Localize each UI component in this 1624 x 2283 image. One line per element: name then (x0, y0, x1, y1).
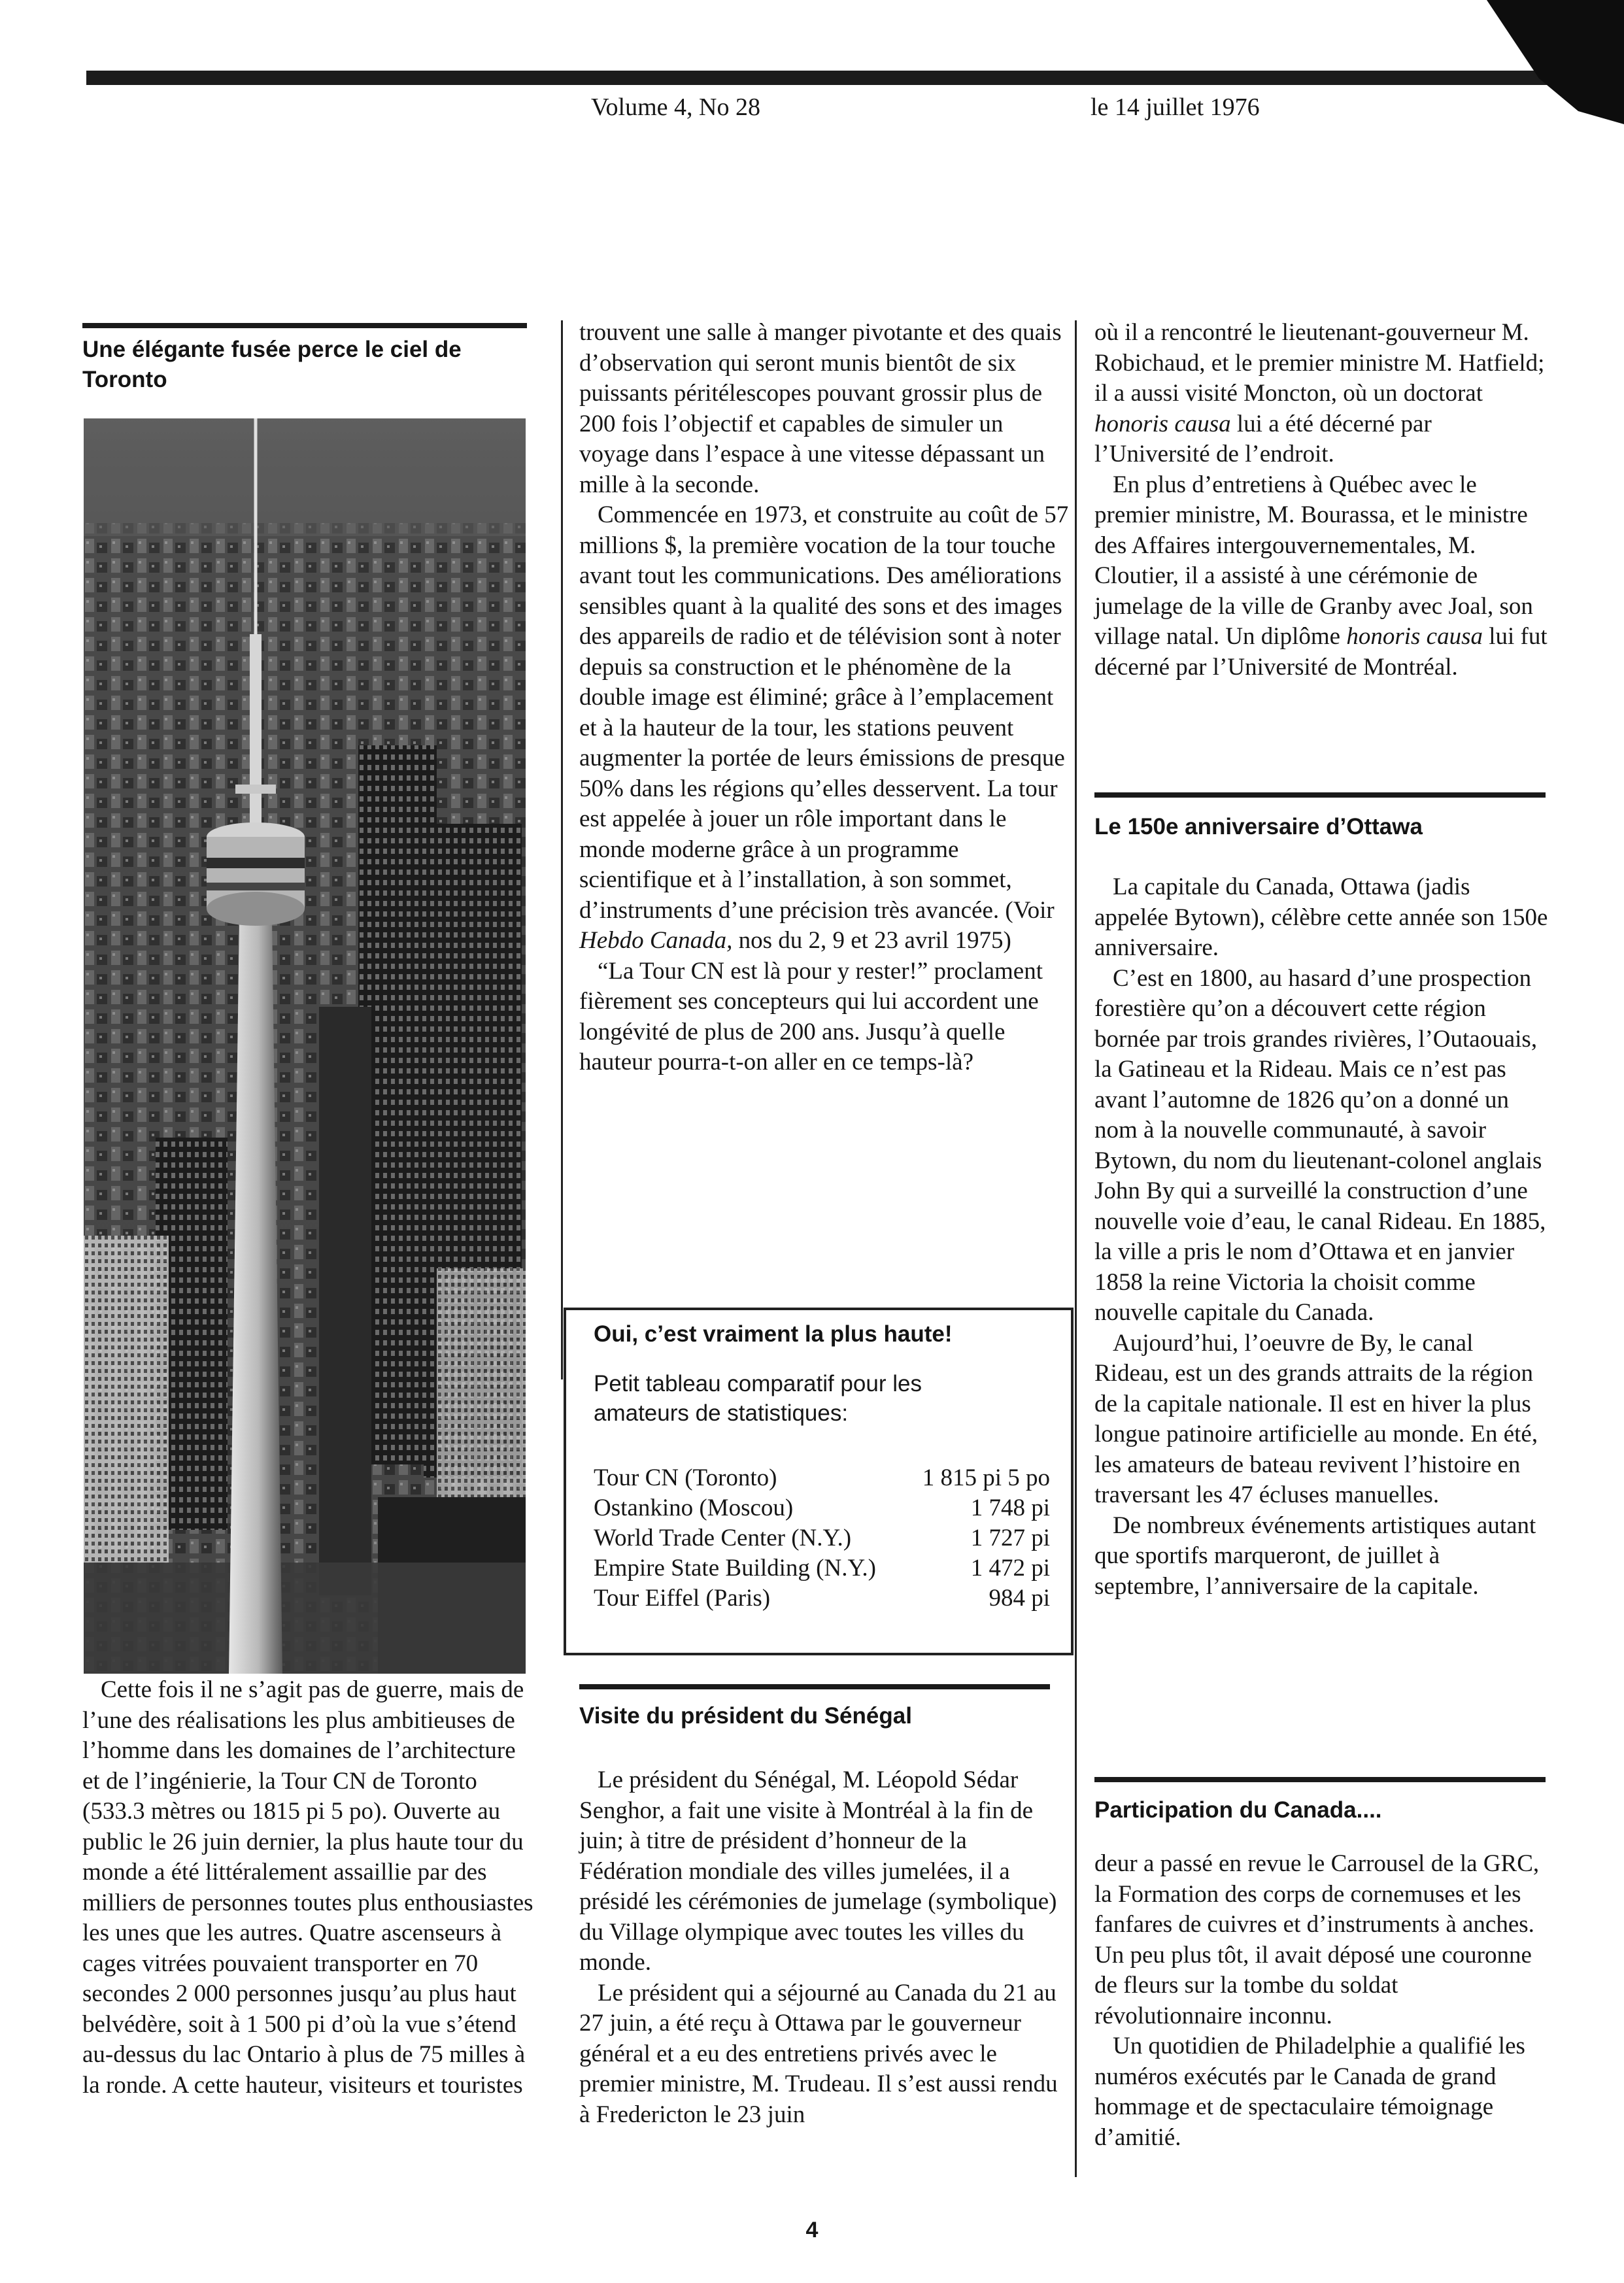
section-rule (82, 323, 527, 328)
tower-name: Ostankino (Moscou) (594, 1495, 794, 1521)
paragraph (1094, 470, 1549, 683)
article-body-senegal-cont (1094, 318, 1549, 683)
paragraph: Le président qui a séjourné au Canada du 21 au 27 juin, a été reçu à Ottawa par le gouverneur général et a eu des entretiens privés avec le premier ministre, M. Trudeau. Il s’est aussi rendu à Fredericton le 23 juin (579, 1979, 1058, 2128)
page-number: 4 (805, 2218, 819, 2242)
article-body-tower-col2 (579, 318, 1074, 1078)
paragraph (579, 500, 1074, 956)
paragraph: C’est en 1800, au hasard d’une prospection forestière qu’on a découvert cette région bornée par trois grandes rivières, l’Outaouais, la Gatineau et la Rideau. Mais ce n’est pas avant l’automne de 1826 qu’on a donné un nom à la nouvelle communauté, à savoir Bytown, du nom du lieutenant-colonel anglais John By qui a surveillé la construction d’une nouvelle voie d’eau, le canal Rideau. En 1885, la ville a pris le nom d’Ottawa et en janvier 1858 la reine Victoria la choisit comme nouvelle capitale du Canada. (1094, 964, 1546, 1326)
article-body-participation (1094, 1849, 1549, 2153)
tower-height: 1 472 pi (970, 1555, 1050, 1581)
article-title-tower: Une élégante fusée perce le ciel de Toronto (82, 337, 462, 392)
tower-name: Tour CN (Toronto) (594, 1464, 777, 1491)
column-divider-1 (561, 320, 563, 1379)
latin-phrase: honoris causa (1346, 623, 1483, 650)
table-row (594, 1583, 1050, 1614)
paragraph: La capitale du Canada, Ottawa (jadis appelée Bytown), célèbre cette année son 150e anniversaire. (1094, 873, 1548, 961)
section-rule (1094, 792, 1546, 798)
reference-text: nos du 2, 9 et 23 avril 1975) (732, 927, 1011, 954)
column-divider-2 (1075, 320, 1077, 2177)
tower-height: 984 pi (989, 1585, 1050, 1612)
photo-cn-tower (84, 418, 526, 1674)
stats-box (564, 1308, 1074, 1655)
publication-title: Hebdo Canada, (579, 927, 733, 954)
paragraph-text: lui fut décerné par l’Université de Montréal. (1094, 623, 1548, 681)
top-rule (86, 71, 1564, 85)
paragraph: trouvent une salle à manger pivotante et des quais d’observation qui seront munis bientôt de six puissants péritélescopes pouvant grossir plus de 200 fois l’objectif et capables de simuler un voyage dans l’espace à une vitesse dépassant un mille à la seconde. (579, 319, 1062, 498)
table-row (594, 1493, 1050, 1523)
table-row (594, 1523, 1050, 1553)
paragraph-text: où il a rencontré le lieutenant-gouverneur M. Robichaud, et le premier ministre M. Hatfield; il a aussi visité Moncton, où un doctorat (1094, 319, 1545, 407)
paragraph: Le président du Sénégal, M. Léopold Sédar Senghor, a fait une visite à Montréal à la fin de juin; à titre de président d’honneur de la Fédération mondiale des villes jumelées, il a présidé les cérémonies de jumelage (symbolique) du Village olympique avec toutes les villes du monde. (579, 1767, 1057, 1976)
article-body-ottawa (1094, 872, 1549, 1602)
paragraph: De nombreux événements artistiques autant que sportifs marqueront, de juillet à septembre, l’anniversaire de la capitale. (1094, 1512, 1536, 1600)
paragraph: Cette fois il ne s’agit pas de guerre, mais de l’une des réalisations les plus ambitieuses de l’homme dans les domaines de l’architecture et de l’ingénierie, la Tour CN de Toronto (533.3 mètres ou 1815 pi 5 po). Ouverte au public le 26 juin dernier, la plus haute tour du monde a été littéralement assaillie par des milliers de personnes toutes plus enthousiastes les unes que les autres. Quatre ascenseurs à cages vitrées pouvaient transporter en 70 secondes 2 000 personnes jusqu’au plus haut belvédère, soit à 1 500 pi d’où la vue s’étend au-dessus du lac Ontario à plus de 75 milles à la ronde. A cette hauteur, visiteurs et touristes (82, 1676, 533, 2099)
paragraph: Un quotidien de Philadelphie a qualifié les numéros exécutés par le Canada de grand hommage et de spectaculaire témoignage d’amitié. (1094, 2033, 1525, 2151)
article-title-senegal: Visite du président du Sénégal (579, 1703, 912, 1729)
tower-name: World Trade Center (N.Y.) (594, 1525, 852, 1551)
paragraph-text: lui a été décerné par l’Université de l’endroit. (1094, 410, 1432, 467)
paragraph: deur a passé en revue le Carrousel de la GRC, la Formation des corps de cornemuses et les fanfares de cuivres et d’instruments à anches. Un peu plus tôt, il avait déposé une couronne de fleurs sur la tombe du soldat révolutionnaire inconnu. (1094, 1850, 1540, 2029)
paragraph-text: En plus d’entretiens à Québec avec le premier ministre, M. Bourassa, et le ministre des Affaires intergouvernementales, M. Cloutier, il a assisté à une cérémonie de jumelage de la ville de Granby avec Joal, son village natal. Un diplôme (1094, 471, 1533, 650)
section-rule (1094, 1777, 1546, 1782)
tower-name: Empire State Building (N.Y.) (594, 1555, 876, 1581)
stats-table (594, 1463, 1050, 1614)
scan-corner-shadow (1461, 0, 1624, 124)
tower-height: 1 727 pi (970, 1525, 1050, 1551)
issue-date: le 14 juillet 1976 (1091, 93, 1260, 121)
issue-volume: Volume 4, No 28 (591, 93, 760, 121)
paragraph: Aujourd’hui, l’oeuvre de By, le canal Rideau, est un des grands attraits de la région de la capitale nationale. Il est en hiver la plus longue patinoire artificielle au monde. En été, les amateurs de bateau revivent l’histoire en traversant les 47 écluses manuelles. (1094, 1329, 1538, 1508)
table-row (594, 1463, 1050, 1493)
tower-height: 1 748 pi (970, 1495, 1050, 1521)
paragraph-text: Commencée en 1973, et construite au coût de 57 millions $, la première vocation de la tour touche avant tout les communications. Des améliorations sensibles quant à la qualité des sons et des images des appareils de radio et de télévision sont à noter depuis sa construction et le phénomène de la double image est éliminé; grâce à l’emplacement et à la hauteur de la tour, les stations peuvent augmenter la portée de leurs émissions de presque 50% dans les régions qu’elles desservent. La tour est appelée à jouer un rôle important dans le monde moderne grâce à un programme scientifique et à l’installation, à son sommet, d’instruments d’une précision très avancée. (Voir (579, 501, 1069, 924)
article-body-senegal (579, 1765, 1074, 2130)
latin-phrase: honoris causa (1094, 410, 1231, 437)
stats-box-title: Oui, c’est vraiment la plus haute! (594, 1321, 953, 1347)
table-row (594, 1553, 1050, 1583)
article-title-participation: Participation du Canada.... (1094, 1797, 1382, 1823)
article-body-tower-col1 (82, 1675, 536, 2101)
stats-box-intro: Petit tableau comparatif pour les amateurs de statistiques: (594, 1371, 922, 1426)
tower-height: 1 815 pi 5 po (922, 1464, 1050, 1491)
paragraph: “La Tour CN est là pour y rester!” proclament fièrement ses concepteurs qui lui accordent une longévité de plus de 200 ans. Jusqu’à quelle hauteur pourra-t-on aller en ce temps-là? (579, 957, 1043, 1075)
paragraph (1094, 318, 1549, 470)
article-title-ottawa: Le 150e anniversaire d’Ottawa (1094, 814, 1423, 839)
tower-name: Tour Eiffel (Paris) (594, 1585, 771, 1612)
section-rule (579, 1684, 1050, 1689)
